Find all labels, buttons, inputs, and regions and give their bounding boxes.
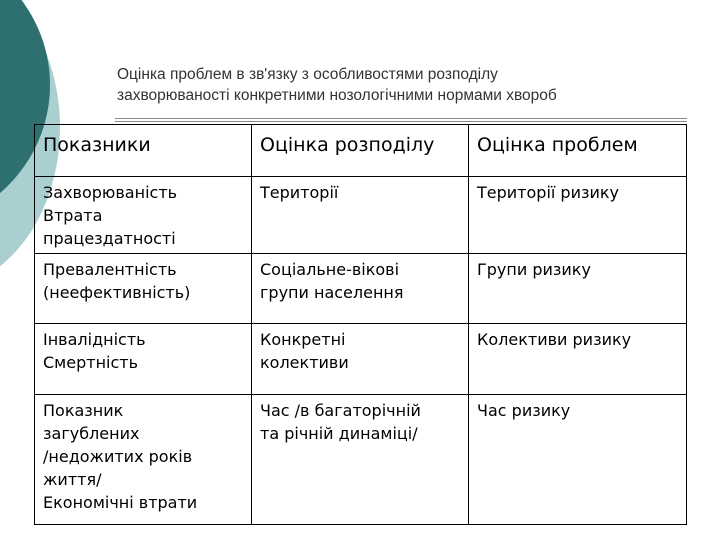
table-header-row bbox=[35, 125, 687, 177]
indicator-cell bbox=[35, 395, 252, 525]
problems-cell bbox=[469, 177, 687, 254]
distribution-cell bbox=[252, 177, 469, 254]
cell-line: Інвалідність bbox=[43, 330, 146, 349]
title-divider bbox=[115, 118, 687, 122]
distribution-cell bbox=[252, 324, 469, 395]
cell-line: Соціальне-вікові bbox=[260, 260, 400, 279]
table-row bbox=[35, 324, 687, 395]
problems-cell bbox=[469, 324, 687, 395]
cell-line: Території ризику bbox=[477, 183, 620, 202]
indicator-cell bbox=[35, 254, 252, 324]
distribution-cell bbox=[252, 254, 469, 324]
cell-line: Показник bbox=[43, 401, 124, 420]
cell-line: Час ризику bbox=[477, 401, 571, 420]
slide-title-line-1: Оцінка проблем в зв'язку з особливостями розподілу bbox=[117, 66, 498, 83]
cell-line: Конкретні bbox=[260, 330, 346, 349]
indicator-cell bbox=[35, 177, 252, 254]
cell-line: Групи ризику bbox=[477, 260, 591, 279]
table-row bbox=[35, 395, 687, 525]
cell-line: групи населення bbox=[260, 283, 404, 302]
table-row bbox=[35, 177, 687, 254]
cell-line: Час /в багаторічній bbox=[260, 401, 421, 420]
header-indicators: Показники bbox=[35, 125, 252, 177]
cell-line: Превалентність bbox=[43, 260, 177, 279]
problems-cell bbox=[469, 395, 687, 525]
distribution-cell bbox=[252, 395, 469, 525]
slide-title-line-2: захворюваності конкретними нозологічними нормами хвороб bbox=[117, 87, 557, 104]
table-row bbox=[35, 254, 687, 324]
problems-cell bbox=[469, 254, 687, 324]
cell-line: та річній динаміці/ bbox=[260, 424, 418, 443]
cell-line: загублених bbox=[43, 424, 140, 443]
cell-line: /недожитих років bbox=[43, 447, 193, 466]
header-problems: Оцінка проблем bbox=[469, 125, 687, 177]
cell-line: працездатності bbox=[43, 229, 176, 248]
cell-line: Території bbox=[260, 183, 339, 202]
cell-line: Колективи ризику bbox=[477, 330, 632, 349]
cell-line: (неефективність) bbox=[43, 283, 191, 302]
cell-line: життя/ bbox=[43, 470, 102, 489]
cell-line: Смертність bbox=[43, 353, 139, 372]
cell-line: Втрата bbox=[43, 206, 103, 225]
problems-table bbox=[34, 124, 687, 525]
indicator-cell bbox=[35, 324, 252, 395]
slide-title bbox=[117, 64, 677, 106]
header-distribution: Оцінка розподілу bbox=[252, 125, 469, 177]
cell-line: Економічні втрати bbox=[43, 493, 198, 512]
cell-line: Захворюваність bbox=[43, 183, 178, 202]
cell-line: колективи bbox=[260, 353, 349, 372]
